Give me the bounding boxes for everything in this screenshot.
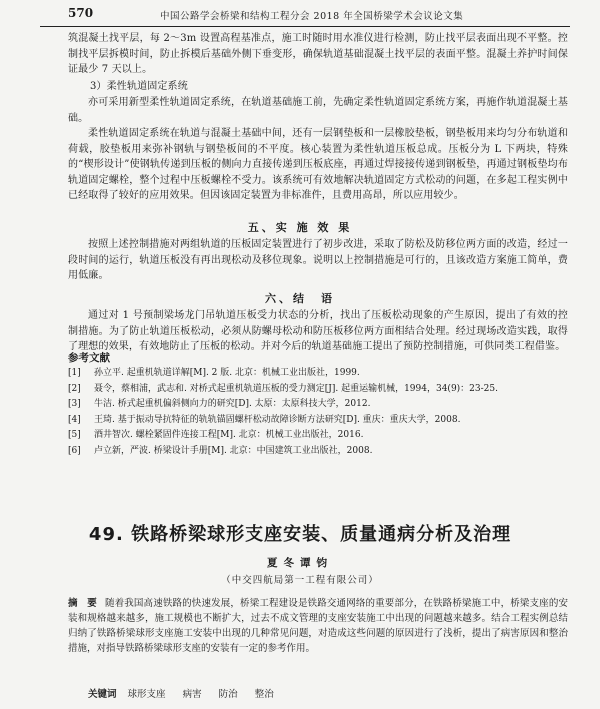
- reference-item: [4] 王琦. 基于振动导抗特征的轨轨锚固螺杆松动故障诊断方法研究[D]. 重庆：重庆大学，2008.: [68, 414, 461, 425]
- paragraph-results: 按照上述控制措施对两组轨道的压板固定装置进行了初步改进，采取了防松及防移位两方面的改造，经过一段时间的运行，轨道压板没有再出现松动及移位现象。说明以上控制措施是可行的，且该改造方案施工简单，费用低廉。: [68, 239, 568, 281]
- abstract-label: 摘 要: [68, 598, 97, 609]
- abstract: [68, 596, 568, 656]
- reference-item: [3] 牛洁. 桥式起重机偏斜侧向力的研究[D]. 太原：太原科技大学，2012.: [68, 399, 371, 410]
- paragraph-flexible-system-intro: 亦可采用新型柔性轨道固定系统，在轨道基础施工前，先确定柔性轨道固定系统方案，再施作轨道混凝土基础。: [68, 97, 568, 124]
- reference-item: [6] 卢立新，严波. 桥梁设计手册[M]. 北京：中国建筑工业出版社，2008.: [68, 445, 373, 456]
- keyword: 整治: [254, 689, 274, 700]
- article-affiliation: （中交四航局第一工程有限公司）: [221, 575, 379, 586]
- references-heading: 参考文献: [68, 352, 110, 364]
- subheading-flexible-track: 3）柔性轨道固定系统: [90, 81, 188, 92]
- reference-list: [68, 366, 568, 460]
- paragraph-conclusion: 通过对 1 号预制梁场龙门吊轨道压板受力状态的分析，找出了压板松动现象的产生原因，提出了有效的控制措施。为了防止轨道压板松动，必须从防螺母松动和防压板移位两方面相结合处理。经过现场改造实践，取得了理想的效果，有效地防止了压板的松动。并对今后的轨道基础施工提出了预防控制措施，可供同类工程借鉴。: [68, 310, 568, 352]
- running-header: [40, 4, 570, 27]
- section-heading-conclusion: 六、结 语: [265, 292, 335, 305]
- keywords: [88, 686, 568, 700]
- page-number: 570: [68, 6, 94, 20]
- keyword: 防治: [218, 689, 238, 700]
- article-authors: 夏冬谭钧: [267, 557, 333, 569]
- article-title: 49. 铁路桥梁球形支座安装、质量通病分析及治理: [88, 524, 512, 545]
- abstract-text: 随着我国高速铁路的快速发展，桥梁工程建设是铁路交通网络的重要部分，在铁路桥梁施工中，桥梁支座的安装和规格越来越多，施工规模也不断扩大，过去不成文管理的支座安装施工中出现的问题越来越多。结合工程实例总结归纳了铁路桥梁球形支座施工安装中出现的几种常见问题，对造成这些问题的原因进行了浅析，提出了病害原因和整治措施，对指导铁路桥梁球形支座的安装有一定的参考作用。: [68, 598, 568, 654]
- running-title: 中国公路学会桥梁和结构工程分会 2018 年全国桥梁学术会议论文集: [160, 11, 464, 22]
- keyword: 球形支座: [127, 689, 166, 700]
- paragraph-flexible-system-detail: 柔性轨道固定系统在轨道与混凝土基础中间，还有一层钢垫板和一层橡胶垫板，钢垫板用来均匀分布轨道和荷载，胶垫板用来弥补钢轨与钢垫板间的不平度。核心装置为柔性轨道压板总成。压板分为 L 下两块，特殊的“楔形设计”使钢轨传递到压板的侧向力直接传递到压板底座，再通过焊接接传递到钢板垫，再通过钢板垫均布轨道固定螺栓，整个过程中压板螺栓不受力。该系统可有效地解决轨道固定方式松动的问题，在多起工程实例中已经取得了较好的应用效果。但因该固定装置为非标准件，且费用高昂，所以应用较少。: [68, 128, 568, 201]
- keywords-label: 关键词: [88, 689, 117, 700]
- keyword: 病害: [182, 689, 202, 700]
- reference-item: [1] 孙立平. 起重机轨道详解[M]. 2 版. 北京：机械工业出版社，1999.: [68, 368, 360, 378]
- reference-item: [5] 酒井智次. 螺栓紧固件连接工程[M]. 北京：机械工业出版社，2016.: [68, 430, 364, 441]
- reference-item: [2] 聂令，蔡相浦，武志和. 对桥式起重机轨道压板的受力测定[J]. 起重运输机械，1994，34(9)：23-25.: [68, 383, 498, 394]
- paragraph-leveling-layer: 筑混凝土找平层，每 2～3m 设置高程基准点，施工时随时用水准仪进行检测，防止找平层表面出现不平整。控制找平层拆模时间，防止拆模后基础外侧下垂变形，确保轨道基础混凝土找平层的表面平整。混凝土养护时间保证最少 7 天以上。: [68, 33, 568, 75]
- section-heading-results: 五、实 施 效 果: [247, 221, 353, 234]
